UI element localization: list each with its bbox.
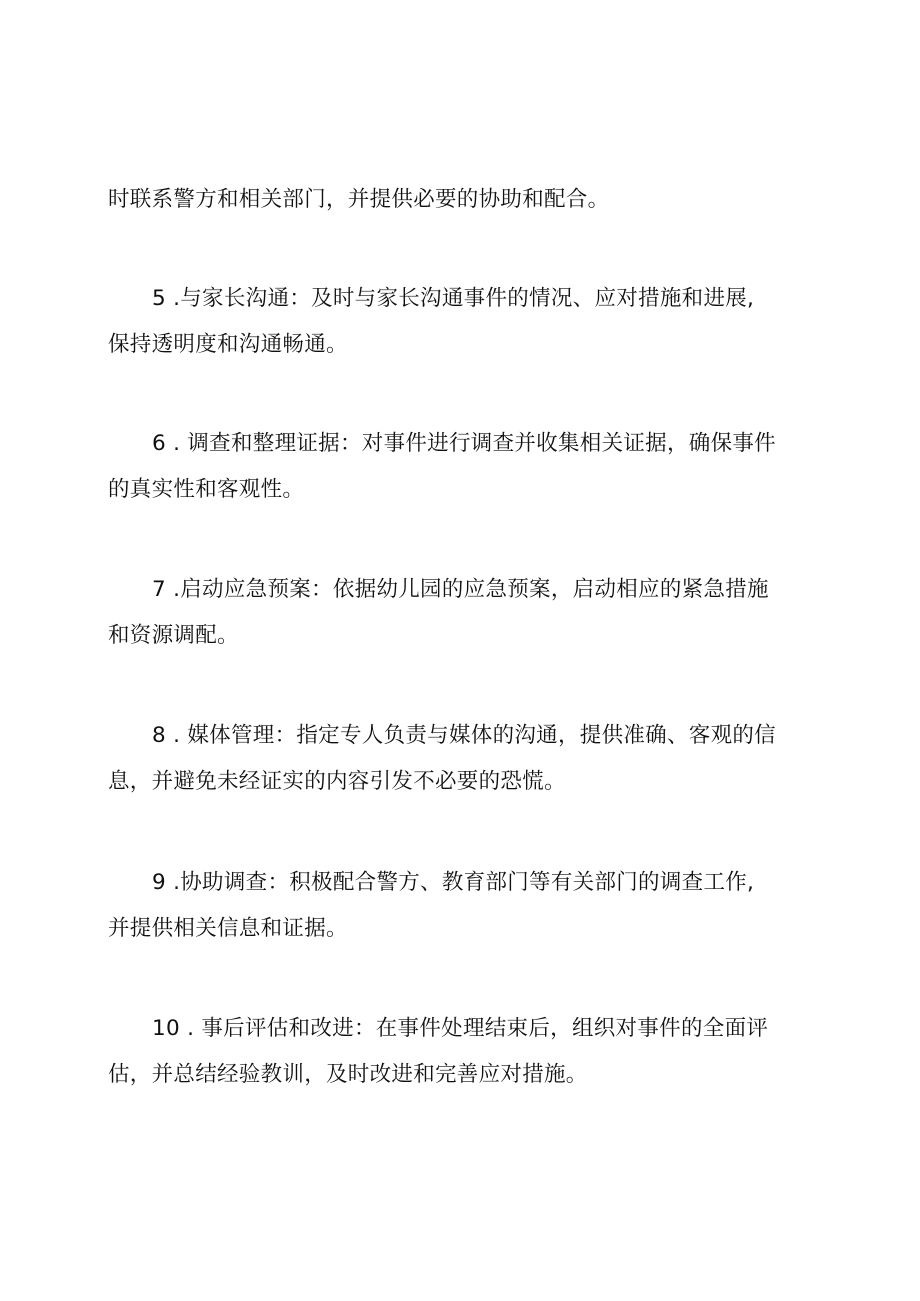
- paragraph-line: 息，并避免未经证实的内容引发不必要的恐慌。: [108, 769, 566, 794]
- paragraph-line: 9 .协助调查：积极配合警方、教育部门等有关部门的调查工作,: [152, 870, 755, 895]
- paragraph-line: 10 . 事后评估和改进：在事件处理结束后，组织对事件的全面评: [152, 1016, 769, 1041]
- paragraph-item-7: [108, 567, 818, 659]
- paragraph-item-6: [108, 421, 818, 513]
- paragraph-line: 6 . 调查和整理证据：对事件进行调查并收集相关证据，确保事件: [152, 431, 776, 456]
- paragraph-line: 和资源调配。: [108, 623, 239, 648]
- paragraph-line: 保持透明度和沟通畅通。: [108, 332, 348, 357]
- paragraph-line: 7 .启动应急预案：依据幼儿园的应急预案，启动相应的紧急措施: [152, 577, 769, 602]
- paragraph-line: 8 . 媒体管理：指定专人负责与媒体的沟通，提供准确、客观的信: [152, 723, 776, 748]
- paragraph-line: 的真实性和客观性。: [108, 477, 305, 502]
- paragraph-item-5: [108, 276, 818, 368]
- paragraph-item-10: [108, 1006, 818, 1098]
- paragraph-item-8: [108, 713, 818, 805]
- paragraph-continuation: [108, 177, 818, 223]
- paragraph-line: 5 .与家长沟通：及时与家长沟通事件的情况、应对措施和进展,: [152, 286, 755, 311]
- paragraph-item-9: [108, 860, 818, 952]
- paragraph-line: 估，并总结经验教训，及时改进和完善应对措施。: [108, 1062, 588, 1087]
- paragraph-line: 并提供相关信息和证据。: [108, 916, 348, 941]
- paragraph-line: 时联系警方和相关部门，并提供必要的协助和配合。: [108, 187, 610, 212]
